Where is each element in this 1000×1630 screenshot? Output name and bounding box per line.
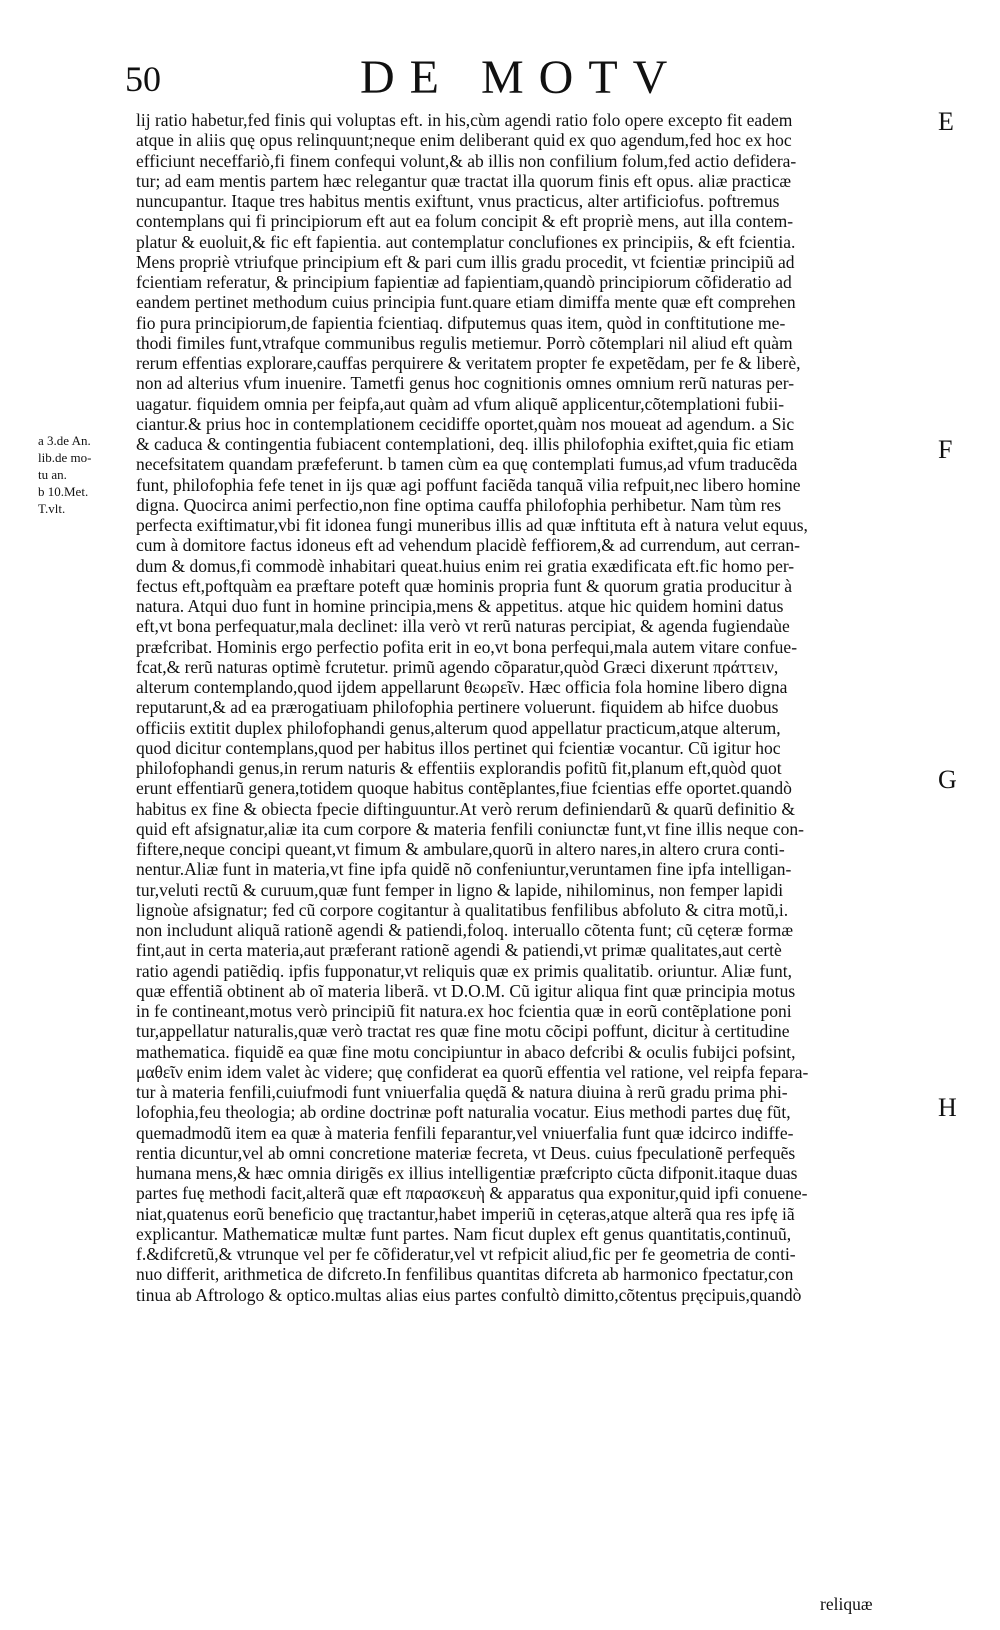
text-line: philofophandi genus,in rerum naturis & effentiis explorandis pofitũ fit,planum eft,quòd quot [136,758,782,778]
text-line: eft,vt bona perfequatur,mala declinet: illa verò vt rerũ naturas percipiat, & agenda fugiendaùe [136,616,790,637]
text-line: natura. Atqui duo funt in homine principia,mens & appetitus. atque hic quidem homini datus [136,596,784,616]
text-line: non ad alterius vfum inuenire. Tametfi genus hoc cognitionis omnes omnium rerũ naturas per- [136,373,795,394]
text-line: f.&difcretũ,& vtrunque vel per fe cõfideratur,vel vt refpicit aliud,fic per fe geometria de conti- [136,1244,796,1264]
text-line: rentia dicuntur,vel ab omni concretione materiæ fecreta, vt Deus. cuius fpeculationẽ perfequẽs [136,1142,796,1163]
text-line: funt, philofophia fefe tenet in ijs quæ agi poffunt faciẽda tanquã vilia refpuit,nec libero homine [136,474,801,495]
side-notes [38,432,128,517]
side-note: b 10.Met. [38,484,89,499]
text-line: necefsitatem quandam præfeferunt. b tamen cùm ea quę contemplati fumus,ad vfum traducẽda [136,454,798,475]
running-title: DE MOTV [360,51,683,104]
margin-letter-h: H [938,1093,957,1122]
text-line: reputarunt,& ad ea prærogatiuam philofophia pertinere voluerunt. fiquidem ab hifce duobus [136,697,779,718]
text-line: fint,aut in certa materia,aut præferant rationẽ agendi & patiendi,vt primæ qualitates,aut certè [136,940,782,961]
text-line: fcat,& rerũ naturas optimè fcrutetur. primũ agendo cõparatur,quòd Græci dixerunt πράττειν, [136,656,779,677]
text-line: lignoùe afsignatur; fed cũ corpore cogitantur à qualitatibus fenfilibus abfoluto & citra motũ,i. [136,899,789,920]
text-line: partes fuę methodi facit,alterã quæ eft παρασκευὴ & apparatus qua exponitur,quid ipfi conuene- [136,1183,808,1204]
text-line: efficiunt neceffariò,fi finem confequi volunt,& ab illis non confilium folum,fed actio defidera- [136,150,797,171]
text-line: fiftere,neque concipi queant,vt fimum & ambulare,quorũ in altero nares,in altero crura conti- [136,839,785,859]
text-line: erunt effentiarũ genera,totidem quoque habitus contẽplantes,fiue fcientias effe oportet.quandò [136,778,792,799]
text-line: præfcribat. Hominis ergo perfectio pofita erit in eo,vt bona perfequi,mala autem vitare confue- [136,636,798,657]
text-line: nuo differit, arithmetica de difcreto.In fenfilibus quantitas difcreta ab harmonico fpectatur,con [136,1264,794,1285]
text-line: tinua ab Aftrologo & optico.multas alias eius partes confultò dimitto,cõtentus pręcipuis,quandò [136,1284,802,1305]
text-line: nuncupantur. Itaque tres habitus mentis exiftunt, vnus practicus, alter artificiofus. poftremus [136,191,780,211]
text-line: nentur.Aliæ funt in materia,vt fine ipfa quidẽ nõ confeniuntur,veruntamen fine ipfa intelligan- [136,859,792,880]
text-line: quæ effentiã obtinent ab oĩ materia liberã. vt D.O.M. Cũ igitur aliqua fint quæ principia motus [136,980,796,1001]
text-line: lij ratio habetur,fed finis qui voluptas eft. in his,cùm agendi ratio folo opere excepto fit eadem [136,110,793,130]
text-line: niat,quatenus eorũ beneficio quę tractantur,habet imperiũ in cęteras,atque alterã qua res ipfę iã [136,1203,795,1224]
text-line: alterum contemplando,quod ijdem appellarunt θεωρεῖν. Hæc officia fola homine libero digna [136,677,788,697]
text-line: lofophia,feu theologia; ab ordine doctrinæ poft naturalia vocatur. Eius methodi partes duę fũt, [136,1102,791,1123]
side-note: lib.de mo- [38,450,92,465]
text-line: fio pura principiorum,de fapientia fcientiaq. difputemus quas item, quòd in conftitutione me- [136,312,786,333]
text-line: cum à domitore factus idoneus eft ad vehendum placidè feffiorem,& ad currendum, aut cerran- [136,535,800,556]
text-line: contemplans qui fi principiorum eft aut ea folum concipit & eft propriè mens, aut illa contem- [136,211,794,232]
text-line: mathematica. fiquidẽ ea quæ fine motu concipiuntur in abaco defcribi & oculis fubijci pofsint, [136,1041,796,1062]
text-line: atque in aliis quę opus relinquunt;neque enim deliberant quid ex quo agendum,fed hoc ex hoc [136,130,792,151]
body-text [136,110,906,1305]
text-line: digna. Quocirca animi perfectio,non fine optima cauffa philofophia perhibetur. Nam tùm res [136,494,782,515]
text-line: fectus eft,poftquàm ea præftare poteft quæ hominis propria funt & quorum gratia producitur à [136,575,793,596]
text-line: habitus ex fine & obiecta fpecie diftinguuntur.At verò rerum definiendarũ & quarũ definitio & [136,798,795,819]
text-line: eandem pertinet methodum cuius principia funt.quare etiam dimiffa mente quæ eft comprehen [136,292,796,313]
text-line: dum & domus,fi commodè inhabitari queat.huius enim rei gratia exædificata eft.fic homo per- [136,555,795,576]
text-line: thodi fimiles funt,vtrafque communibus regulis metiemur. Porrò cõtemplari nil aliud eft quàm [136,332,793,353]
margin-letter-e: E [938,107,954,136]
text-line: ratio agendi patiẽdiq. ipfis fupponatur,vt reliquis quæ ex primis qualitatib. oriuntur. Aliæ funt, [136,960,792,981]
side-note: tu an. [38,467,67,482]
text-line: in fe contineant,motus verò principiũ fit natura.ex hoc fcientia quæ in eorũ contẽplatione poni [136,1001,792,1021]
text-line: tur; ad eam mentis partem hæc relegantur quæ tractat illa quorum finis eft opus. aliæ practicæ [136,170,792,191]
text-line: & caduca & contingentia fubiacent contemplationi, deq. illis philofophia exiftet,quia fic etiam [136,434,794,454]
margin-letter-g: G [938,765,957,794]
text-line: tur à materia fenfili,cuiufmodi funt vniuerfalia quędã & natura diuina à rerũ gradu prima phi- [136,1082,788,1102]
text-line: quod dicitur contemplans,quod per habitus illos pertinet qui fcientiæ vocantur. Cũ igitur hoc [136,737,781,758]
text-line: tur,veluti rectũ & curuum,quæ funt femper in ligno & lapide, nihilominus, non femper lapidi [136,879,784,900]
text-line: tur,appellatur naturalis,quæ verò tractat res quæ fine motu cõcipi poffunt, dicitur à certitudine [136,1021,790,1042]
text-line: platur & euoluit,& fic eft fapientia. aut contemplatur conclufiones ex principiis, & eft fcientia. [136,231,796,252]
text-line: rerum effentias explorare,cauffas perquirere & veritatem propter fe expetẽdam, per fe & liberè, [136,353,801,373]
text-line: humana mens,& hæc omnia dirigẽs ex illius intelligentiæ præfcripto cũcta difponit.itaque duas [136,1163,798,1183]
text-line: ciantur.& prius hoc in contemplationem cecidiffe oportet,quàm nos moueat ad agendum. a Sic [136,413,795,434]
catchword: reliquæ [820,1594,873,1614]
text-line: uagatur. fiquidem omnia per feipfa,aut quàm ad vfum aliquẽ applicentur,cõtemplationi fubii- [136,393,785,414]
text-line: μαθεῖν enim idem valet àc videre; quę confiderat ea quorũ effentia vel ratione, vel reipfa fepara- [136,1061,809,1082]
text-line: non includunt aliquã rationẽ agendi & patiendi,foloq. interuallo cõtenta funt; cũ cęteræ formæ [136,920,794,940]
text-line: explicantur. Mathematicæ multæ funt partes. Nam ficut duplex eft genus quantitatis,continuũ, [136,1223,792,1244]
text-line: fcientiam referatur, & principium fapientiæ ad fapientiam,quandò principiorum cõfideratio ad [136,272,792,292]
side-note: a 3.de An. [38,433,91,448]
margin-letter-f: F [938,435,953,464]
text-line: Mens propriè vtriufque principium eft & pari cum illis gradu procedit, vt fcientiæ principiũ ad [136,251,795,272]
text-line: quid eft afsignatur,aliæ ita cum corpore & materia fenfili coniunctæ funt,vt fine illis neque con- [136,818,804,839]
text-line: officiis extitit duplex philofophandi genus,alterum quod appellatur practicum,atque alterum, [136,717,781,738]
text-line: perfecta exiftimatur,vbi fit idonea fungi muneribus illis ad quæ inftituta eft à natura velut equus, [136,515,808,535]
page-number: 50 [125,59,161,99]
text-line: quemadmodũ item ea quæ à materia fenfili feparantur,vel vniuerfalia funt quæ idcirco indiffe- [136,1122,794,1143]
side-note: T.vlt. [38,501,66,516]
